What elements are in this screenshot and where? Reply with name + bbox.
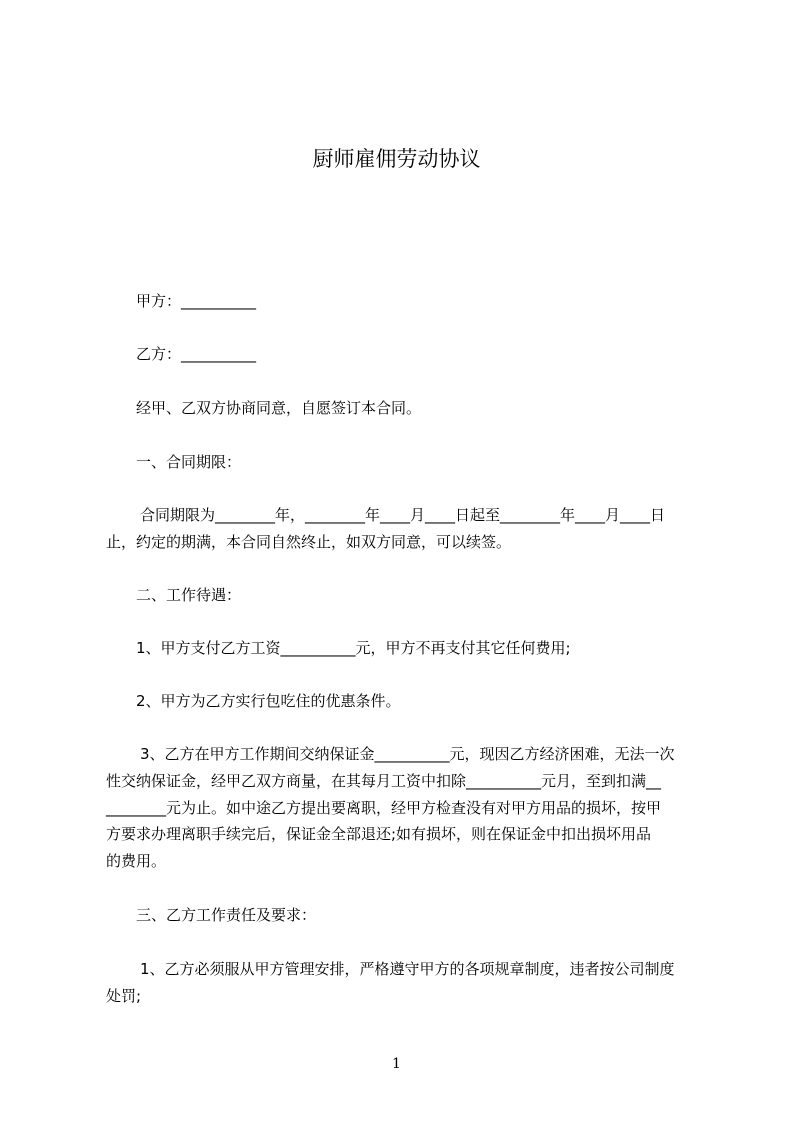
section2-heading: 二、工作待遇：: [136, 586, 242, 604]
page-number: 1: [392, 1056, 401, 1072]
section2-item3-line2: 性交纳保证金，经甲乙双方商量，在其每月工资中扣除__________元月，至到扣满__: [106, 772, 662, 790]
section1-heading: 一、合同期限：: [136, 453, 242, 471]
party-b-line: 乙方：__________: [136, 345, 257, 363]
section1-line1: 合同期限为________年，________年____月____日起至________年____月____日: [140, 506, 666, 524]
section3-item1-line1: 1、乙方必须服从甲方管理安排，严格遵守甲方的各项规章制度，违者按公司制度: [140, 960, 675, 978]
intro-paragraph: 经甲、乙双方协商同意，自愿签订本合同。: [136, 399, 422, 417]
section2-item3-line3: ________元为止。如中途乙方提出要离职，经甲方检查没有对甲方用品的损坏，按甲: [106, 799, 662, 817]
party-a-line: 甲方：__________: [136, 292, 257, 310]
section2-item2: 2、甲方为乙方实行包吃住的优惠条件。: [136, 692, 401, 710]
section3-item1-line2: 处罚;: [106, 987, 142, 1005]
section3-heading: 三、乙方工作责任及要求：: [136, 906, 317, 924]
document-title: 厨师雇佣劳动协议: [312, 147, 481, 171]
section2-item3-line4: 方要求办理离职手续完后，保证金全部退还;如有损坏，则在保证金中扣出损坏用品: [106, 825, 652, 843]
section2-item3-line1: 3、乙方在甲方工作期间交纳保证金__________元，现因乙方经济困难，无法一次: [140, 745, 675, 763]
section1-line2: 止，约定的期满，本合同自然终止，如双方同意，可以续签。: [106, 533, 512, 551]
section2-item3-line5: 的费用。: [106, 852, 167, 870]
section2-item1: 1、甲方支付乙方工资__________元，甲方不再支付其它任何费用;: [136, 639, 571, 657]
